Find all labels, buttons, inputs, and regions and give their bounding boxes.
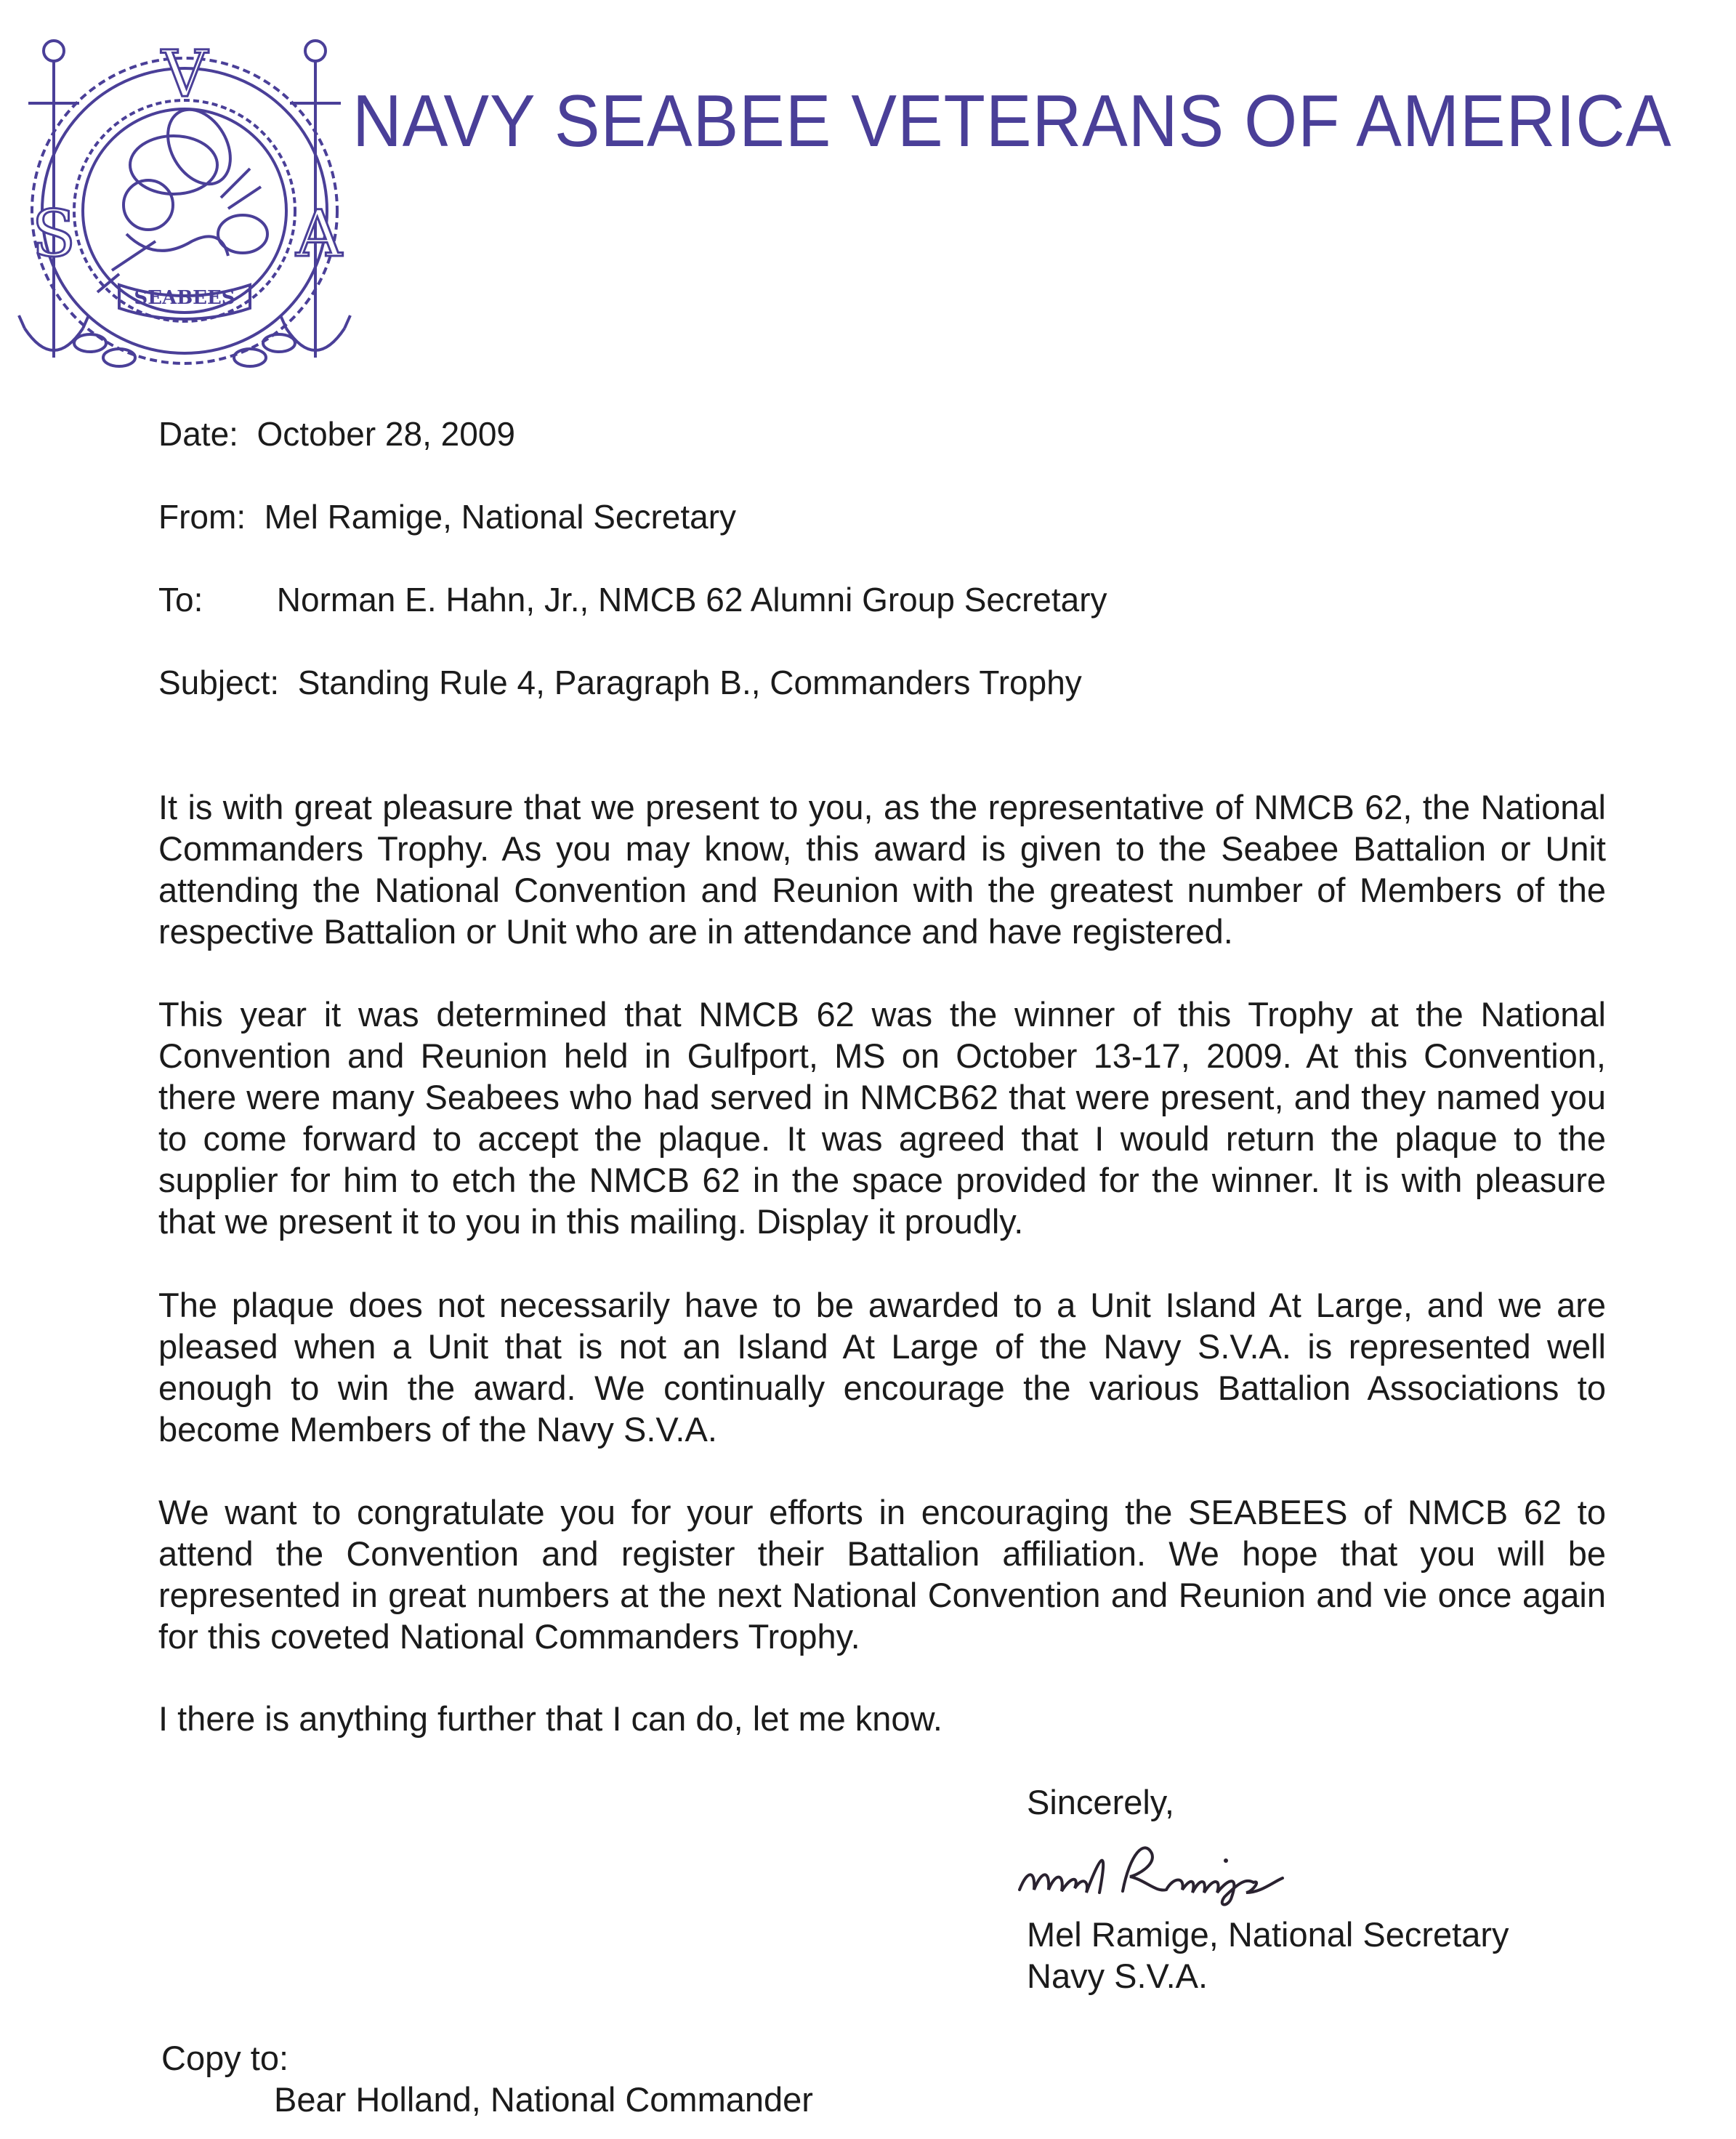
signer-name-title: Mel Ramige, National Secretary — [1027, 1915, 1509, 1954]
signer-organization: Navy S.V.A. — [1027, 1957, 1208, 1995]
subject-label: Subject: — [158, 664, 280, 701]
from-label: From: — [158, 498, 246, 536]
date-value: October 28, 2009 — [257, 415, 515, 453]
closing-line: I there is anything further that I can do, let me know. — [158, 1699, 942, 1738]
salutation: Sincerely, — [1027, 1783, 1174, 1821]
to-value: Norman E. Hahn, Jr., NMCB 62 Alumni Group Secretary — [276, 581, 1107, 619]
body-paragraph: This year it was determined that NMCB 62 was the winner of this Trophy at the National Convention and Reunion held in Gulfport, MS on October 13-17, 2009. At this Convention, there were many Seabees who had served in NMCB62 that were present, and they named you to come forward to accept the plaque. It was agreed that I would return the plaque to the supplier for him to etch the NMCB 62 in the space provided for the winner. It is with pleasure that we present it to you in this mailing. Display it proudly. — [158, 995, 1606, 1241]
body-paragraph: The plaque does not necessarily have to be awarded to a Unit Island At Large, and we are pleased when a Unit that is not an Island At Large of the Navy S.V.A. is represented well enough to win the award. We continually encourage the various Battalion Associations to become Members of the Navy S.V.A. — [158, 1286, 1606, 1449]
logo-letter-v: V — [161, 36, 208, 111]
subject-value: Standing Rule 4, Paragraph B., Commanders Trophy — [297, 664, 1082, 701]
handwritten-signature — [1014, 1832, 1333, 1912]
subject-line — [158, 663, 1082, 702]
from-value: Mel Ramige, National Secretary — [264, 498, 737, 536]
date-line — [158, 414, 515, 454]
logo-letter-s: S — [31, 196, 76, 271]
logo-banner-text: SEABEES — [134, 287, 235, 309]
logo-letter-a: A — [296, 196, 342, 271]
from-line — [158, 497, 736, 536]
organization-name: NAVY SEABEE VETERANS OF AMERICA — [352, 81, 1672, 162]
to-label: To: — [158, 581, 203, 619]
body-paragraph: It is with great pleasure that we present to you, as the representative of NMCB 62, the National Commanders Trophy. As you may know, this award is given to the Seabee Battalion or Unit attending the National Convention and Reunion with the greatest number of Members of the respective Battalion or Unit who are in attendance and have registered. — [158, 788, 1606, 951]
copy-recipient: Bear Holland, National Commander — [274, 2080, 813, 2119]
copy-to-label: Copy to: — [161, 2039, 289, 2077]
body-paragraph: We want to congratulate you for your efforts in encouraging the SEABEES of NMCB 62 to attend the Convention and register their Battalion affiliation. We hope that you will be represented in great numbers at the next National Convention and Reunion and vie once again for this coveted National Commanders Trophy. — [158, 1493, 1606, 1656]
date-label: Date: — [158, 415, 238, 453]
to-line — [158, 580, 1107, 619]
seabee-veterans-logo — [10, 16, 359, 394]
